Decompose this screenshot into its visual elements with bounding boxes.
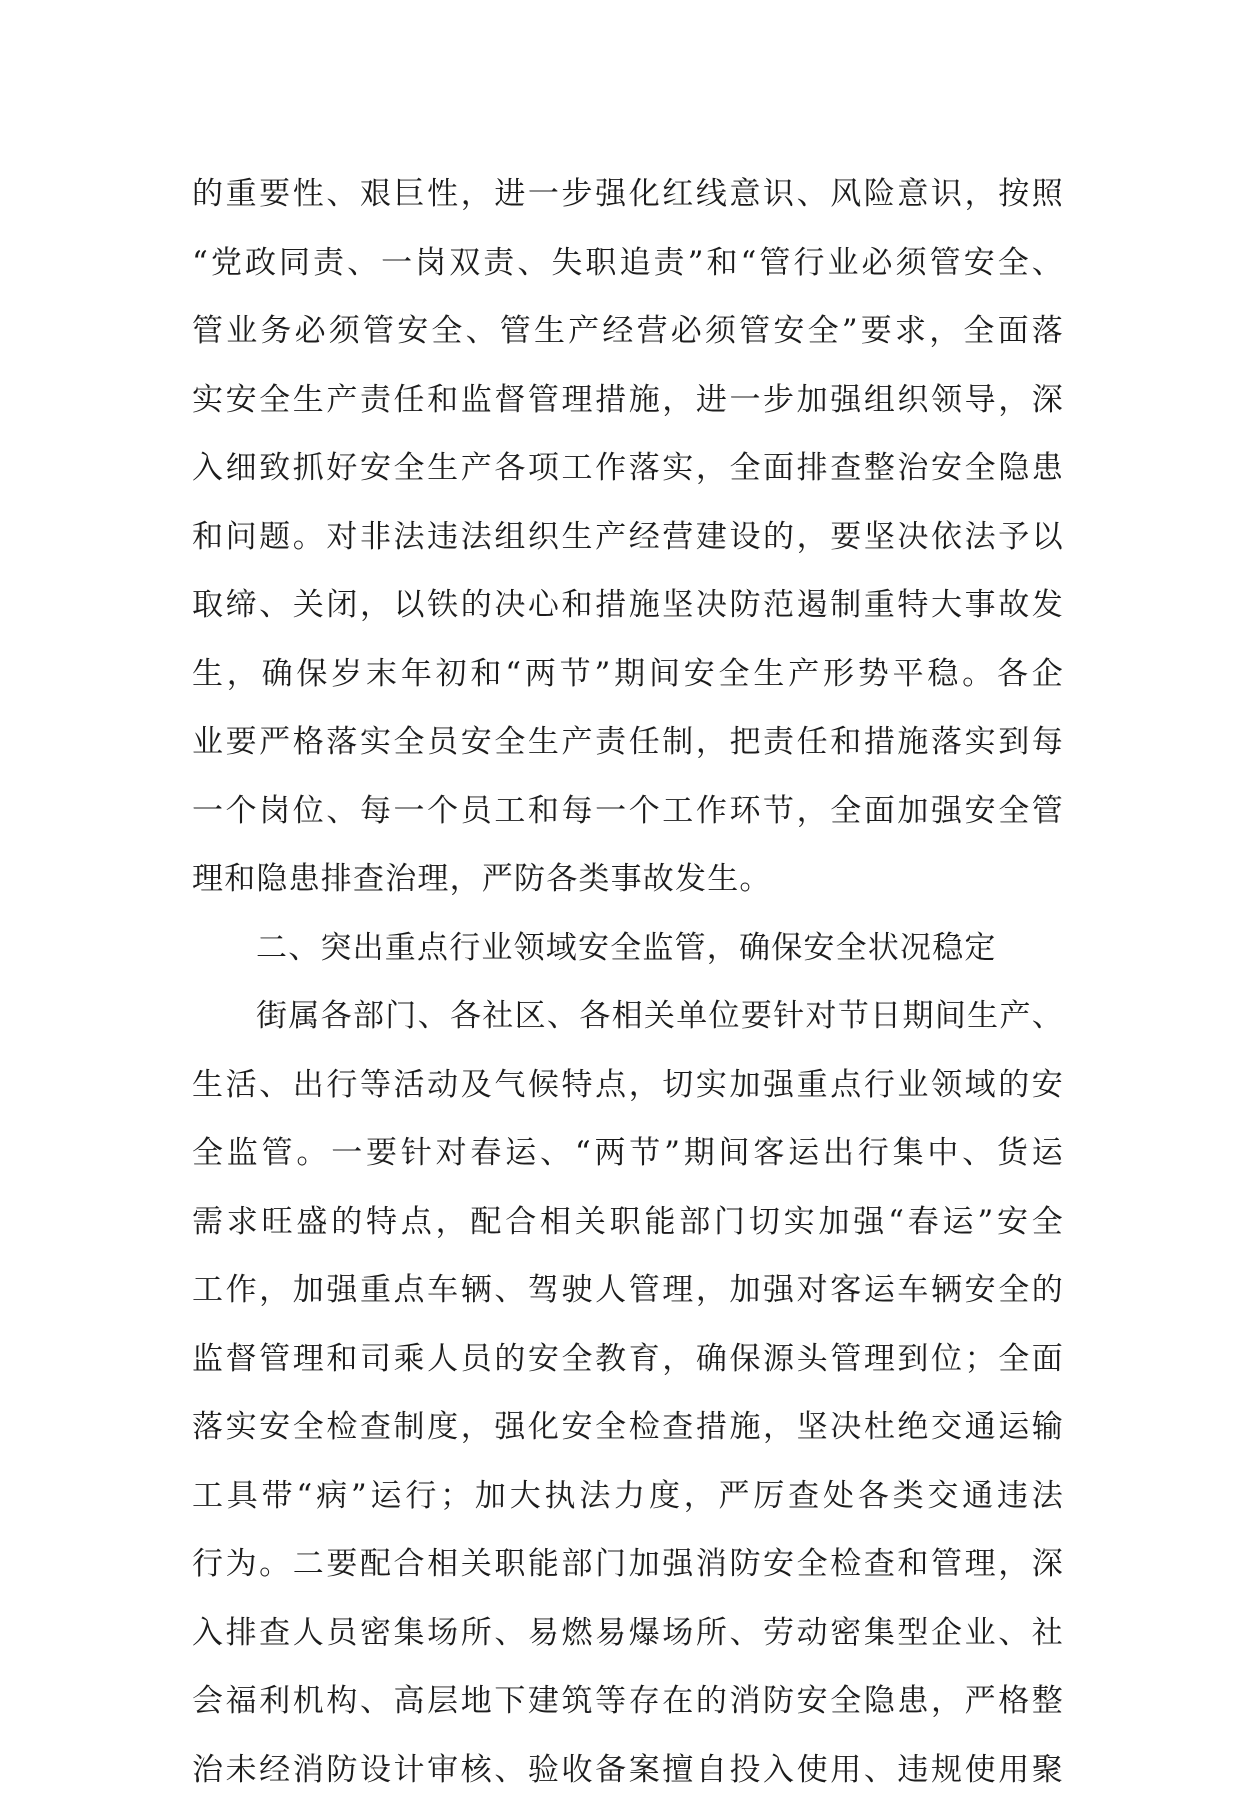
paragraph-line: 生活、出行等活动及气候特点，切实加强重点行业领域的安 (192, 1051, 1064, 1120)
paragraph-line: 入细致抓好安全生产各项工作落实，全面排查整治安全隐患 (192, 434, 1064, 503)
paragraph-line: 街属各部门、各社区、各相关单位要针对节日期间生产、 (192, 982, 1064, 1051)
paragraph-line: 入排查人员密集场所、易燃易爆场所、劳动密集型企业、社 (192, 1599, 1064, 1668)
paragraph-line: 会福利机构、高层地下建筑等存在的消防安全隐患，严格整 (192, 1667, 1064, 1736)
paragraph-line: 管业务必须管安全、管生产经营必须管安全”要求，全面落 (192, 297, 1064, 366)
paragraph-line: 的重要性、艰巨性，进一步强化红线意识、风险意识，按照 (192, 160, 1064, 229)
document-body (192, 160, 1064, 1804)
paragraph-line: 一个岗位、每一个员工和每一个工作环节，全面加强安全管 (192, 777, 1064, 846)
paragraph-line: 落实安全检查制度，强化安全检查措施，坚决杜绝交通运输 (192, 1393, 1064, 1462)
paragraph-line: 取缔、关闭，以铁的决心和措施坚决防范遏制重特大事故发 (192, 571, 1064, 640)
paragraph-line: 业要严格落实全员安全生产责任制，把责任和措施落实到每 (192, 708, 1064, 777)
paragraph-line: 实安全生产责任和监督管理措施，进一步加强组织领导，深 (192, 366, 1064, 435)
paragraph-line: “党政同责、一岗双责、失职追责”和“管行业必须管安全、 (192, 229, 1064, 298)
paragraph-line: 治未经消防设计审核、验收备案擅自投入使用、违规使用聚 (192, 1736, 1064, 1804)
paragraph-line: 理和隐患排查治理，严防各类事故发生。 (192, 845, 1064, 914)
paragraph-line: 工作，加强重点车辆、驾驶人管理，加强对客运车辆安全的 (192, 1256, 1064, 1325)
section-heading: 二、突出重点行业领域安全监管，确保安全状况稳定 (192, 914, 1064, 983)
paragraph-line: 行为。二要配合相关职能部门加强消防安全检查和管理，深 (192, 1530, 1064, 1599)
paragraph-line: 需求旺盛的特点，配合相关职能部门切实加强“春运”安全 (192, 1188, 1064, 1257)
paragraph-line: 工具带“病”运行；加大执法力度，严厉查处各类交通违法 (192, 1462, 1064, 1531)
paragraph-line: 全监管。一要针对春运、“两节”期间客运出行集中、货运 (192, 1119, 1064, 1188)
paragraph-line: 生，确保岁末年初和“两节”期间安全生产形势平稳。各企 (192, 640, 1064, 709)
paragraph-line: 和问题。对非法违法组织生产经营建设的，要坚决依法予以 (192, 503, 1064, 572)
paragraph-line: 监督管理和司乘人员的安全教育，确保源头管理到位；全面 (192, 1325, 1064, 1394)
